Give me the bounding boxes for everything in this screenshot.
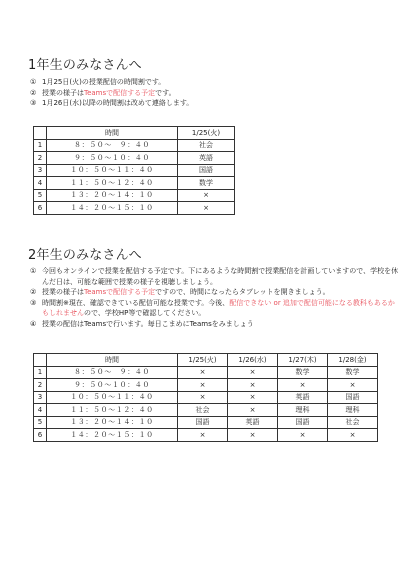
note-item [30, 266, 400, 287]
period-cell: 3 [34, 391, 47, 404]
time-cell: １３：２０～１４：１０ [47, 416, 178, 429]
subject-cell: × [178, 189, 235, 202]
note-highlight: 配信できない or 追加で配信可能になる教科もあるかもしれません [42, 298, 395, 317]
time-cell: ９：５０～１０：４０ [47, 152, 178, 165]
subject-cell: × [328, 379, 378, 392]
note-item [30, 77, 390, 88]
note-item [30, 298, 400, 319]
note-item [30, 319, 400, 330]
table-row [34, 202, 235, 215]
period-cell: 2 [34, 379, 47, 392]
time-cell: １４：２０～１５：１０ [47, 202, 178, 215]
subject-cell: × [178, 366, 228, 379]
table-row [34, 164, 235, 177]
subject-cell: × [228, 429, 278, 442]
section-1-timetable [33, 126, 235, 215]
subject-cell: × [278, 429, 328, 442]
table-header-row [34, 354, 378, 367]
subject-cell: 数学 [328, 366, 378, 379]
table-row [34, 152, 235, 165]
subject-cell: 社会 [178, 139, 235, 152]
note-number: ① [30, 78, 37, 86]
period-cell: 4 [34, 177, 47, 190]
table-header-row [34, 127, 235, 140]
subject-cell: × [228, 404, 278, 417]
note-text: 授業の配信はTeamsで行います。毎日こまめにTeamsをみましょう [42, 319, 254, 328]
table-row [34, 366, 378, 379]
time-cell: １０：５０～１１：４０ [47, 391, 178, 404]
subject-cell: 国語 [278, 416, 328, 429]
note-number: ① [30, 267, 37, 275]
subject-cell: 英語 [278, 391, 328, 404]
period-cell: 1 [34, 139, 47, 152]
period-header [34, 127, 47, 140]
note-item [30, 287, 400, 298]
note-highlight: Teamsで配信する予定 [84, 88, 156, 97]
time-cell: ８：５０～ ９：４０ [47, 366, 178, 379]
period-cell: 2 [34, 152, 47, 165]
subject-cell: × [328, 429, 378, 442]
subject-cell: × [228, 391, 278, 404]
subject-cell: 社会 [328, 416, 378, 429]
table-row [34, 404, 378, 417]
note-number: ② [30, 288, 37, 296]
note-number: ④ [30, 319, 37, 328]
subject-cell: × [278, 379, 328, 392]
section-2-timetable [33, 353, 378, 442]
table-row [34, 379, 378, 392]
table-row [34, 429, 378, 442]
subject-cell: 理科 [278, 404, 328, 417]
note-text: 授業の様子は [42, 88, 84, 97]
subject-cell: × [228, 366, 278, 379]
period-cell: 3 [34, 164, 47, 177]
note-text: ですので、時間になったらタブレットを開きましょう。 [155, 288, 330, 296]
subject-cell: × [228, 379, 278, 392]
note-text: 時間割※現在、確認できている配信可能な授業です。今後、 [42, 298, 230, 307]
period-cell: 4 [34, 404, 47, 417]
time-cell: １１：５０～１２：４０ [47, 177, 178, 190]
note-text: 今回もオンラインで授業を配信する予定です。下にあるような時間割で授業配信を計画していますので、学校を休んだ日は、可能な範囲で授業の様子を視聴しましょう。 [42, 267, 399, 286]
note-number: ③ [30, 298, 37, 307]
period-cell: 6 [34, 202, 47, 215]
subject-cell: 数学 [178, 177, 235, 190]
period-cell: 5 [34, 416, 47, 429]
table-row [34, 139, 235, 152]
note-text: ので、学校HP等で確認してください。 [84, 309, 206, 317]
table-row [34, 416, 378, 429]
time-cell: ８：５０～ ９：４０ [47, 139, 178, 152]
period-header [34, 354, 47, 367]
subject-cell: 理科 [328, 404, 378, 417]
subject-cell: 国語 [178, 164, 235, 177]
date-header: 1/27(木) [278, 354, 328, 367]
table-row [34, 177, 235, 190]
subject-cell: 国語 [178, 416, 228, 429]
period-cell: 1 [34, 366, 47, 379]
note-number: ② [30, 88, 37, 97]
date-header: 1/28(金) [328, 354, 378, 367]
time-cell: １１：５０～１２：４０ [47, 404, 178, 417]
period-cell: 6 [34, 429, 47, 442]
note-highlight: Teamsで配信する予定 [84, 288, 156, 296]
table-row [34, 391, 378, 404]
note-text: 授業の様子は [42, 288, 84, 296]
time-cell: １３：２０～１４：１０ [47, 189, 178, 202]
date-header: 1/25(火) [178, 127, 235, 140]
subject-cell: × [178, 202, 235, 215]
note-text: 1月26日(水)以降の時間割は改めて連絡します。 [42, 99, 194, 107]
period-cell: 5 [34, 189, 47, 202]
date-header: 1/26(水) [228, 354, 278, 367]
note-item [30, 98, 390, 109]
subject-cell: × [178, 379, 228, 392]
section-1-title: 1年生のみなさんへ [28, 58, 142, 73]
subject-cell: × [178, 429, 228, 442]
time-cell: １４：２０～１５：１０ [47, 429, 178, 442]
time-cell: ９：５０～１０：４０ [47, 379, 178, 392]
table-row [34, 189, 235, 202]
time-cell: １０：５０～１１：４０ [47, 164, 178, 177]
subject-cell: × [178, 391, 228, 404]
subject-cell: 数学 [278, 366, 328, 379]
subject-cell: 国語 [328, 391, 378, 404]
time-header: 時間 [47, 354, 178, 367]
section-2-title: 2年生のみなさんへ [28, 248, 142, 263]
time-header: 時間 [47, 127, 178, 140]
subject-cell: 英語 [228, 416, 278, 429]
section-2-notes [30, 266, 400, 329]
note-number: ③ [30, 99, 37, 107]
note-text: 1月25日(火)の授業配信の時間割です。 [42, 78, 166, 86]
subject-cell: 英語 [178, 152, 235, 165]
date-header: 1/25(火) [178, 354, 228, 367]
subject-cell: 社会 [178, 404, 228, 417]
note-item [30, 88, 390, 99]
note-text: です。 [155, 88, 176, 97]
section-1-notes [30, 77, 390, 109]
